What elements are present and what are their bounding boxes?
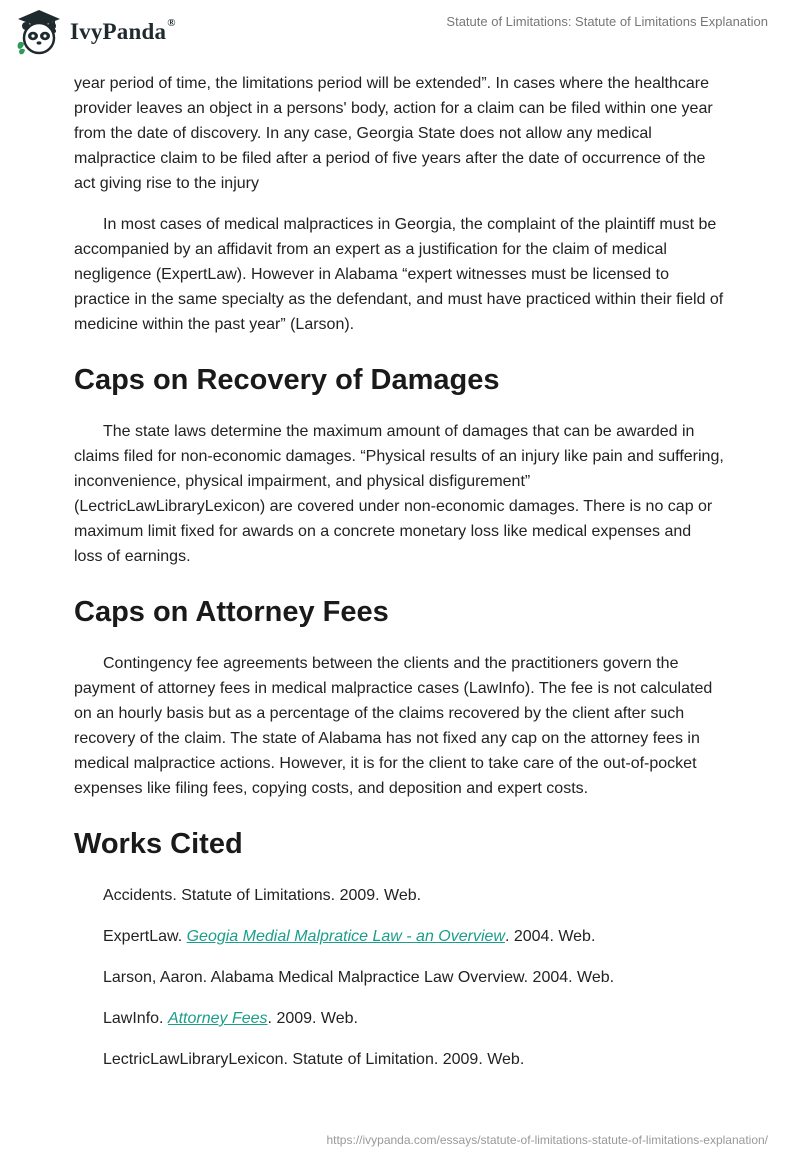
citation-item: Accidents. Statute of Limitations. 2009. Web. (103, 887, 422, 904)
panda-graduate-icon (14, 8, 64, 56)
section-heading-attorney-fees: Caps on Attorney Fees (74, 596, 389, 628)
section-heading-works-cited: Works Cited (74, 828, 243, 860)
brand-name: IvyPanda® (70, 17, 176, 44)
ivypanda-logo[interactable] (14, 8, 176, 56)
paragraph: year period of time, the limitations period will be extended”. In cases where the healthcare provider leaves an object in a persons' body, action for a claim can be filed within one year from the date of discovery. In any case, Georgia State does not allow any medical malpractice claim to be filed after a period of five years after the date of occurrence of the act giving rise to the injury (74, 75, 713, 192)
citation-item: Larson, Aaron. Alabama Medical Malpractice Law Overview. 2004. Web. (103, 969, 615, 986)
citation-item: LectricLawLibraryLexicon. Statute of Limitation. 2009. Web. (103, 1051, 525, 1068)
citation-item: ExpertLaw. Geogia Medial Malpratice Law - an Overview. 2004. Web. (103, 928, 596, 945)
footer-url: https://ivypanda.com/essays/statute-of-limitations-statute-of-limitations-explanation/ (326, 1133, 768, 1147)
works-cited-list (74, 883, 724, 1072)
paragraph: The state laws determine the maximum amount of damages that can be awarded in claims filed for non-economic damages. “Physical results of an injury like pain and suffering, inconvenience, physical impairment, and physical disfigurement” (LectricLawLibraryLexicon) are covered under non-economic damages. There is no cap or maximum limit fixed for awards on a concrete monetary loss like medical expenses and loss of earnings. (74, 423, 724, 565)
citation-link-lawinfo[interactable]: Attorney Fees (167, 1010, 268, 1027)
document-title: Statute of Limitations: Statute of Limitations Explanation (446, 14, 768, 29)
essay-content (74, 71, 724, 1088)
citation-link-expertlaw[interactable]: Geogia Medial Malpratice Law - an Overview (186, 928, 505, 945)
paragraph: In most cases of medical malpractices in Georgia, the complaint of the plaintiff must be accompanied by an affidavit from an expert as a justification for the claim of medical negligence (ExpertLaw). However in Alabama “expert witnesses must be licensed to practice in the same specialty as the defendant, and must have practiced within their field of medicine within the past year” (Larson). (74, 216, 724, 333)
paragraph: Contingency fee agreements between the clients and the practitioners govern the payment of attorney fees in medical malpractice cases (LawInfo). The fee is not calculated on an hourly basis but as a percentage of the claims recovered by the client after such recovery of the claim. The state of Alabama has not fixed any cap on the attorney fees in medical malpractice actions. However, it is for the client to take care of the out-of-pocket expenses like filing fees, copying costs, and deposition and expert costs. (74, 655, 713, 797)
page-header (0, 0, 800, 64)
citation-item: LawInfo. Attorney Fees. 2009. Web. (103, 1010, 358, 1027)
section-heading-damages: Caps on Recovery of Damages (74, 364, 500, 396)
